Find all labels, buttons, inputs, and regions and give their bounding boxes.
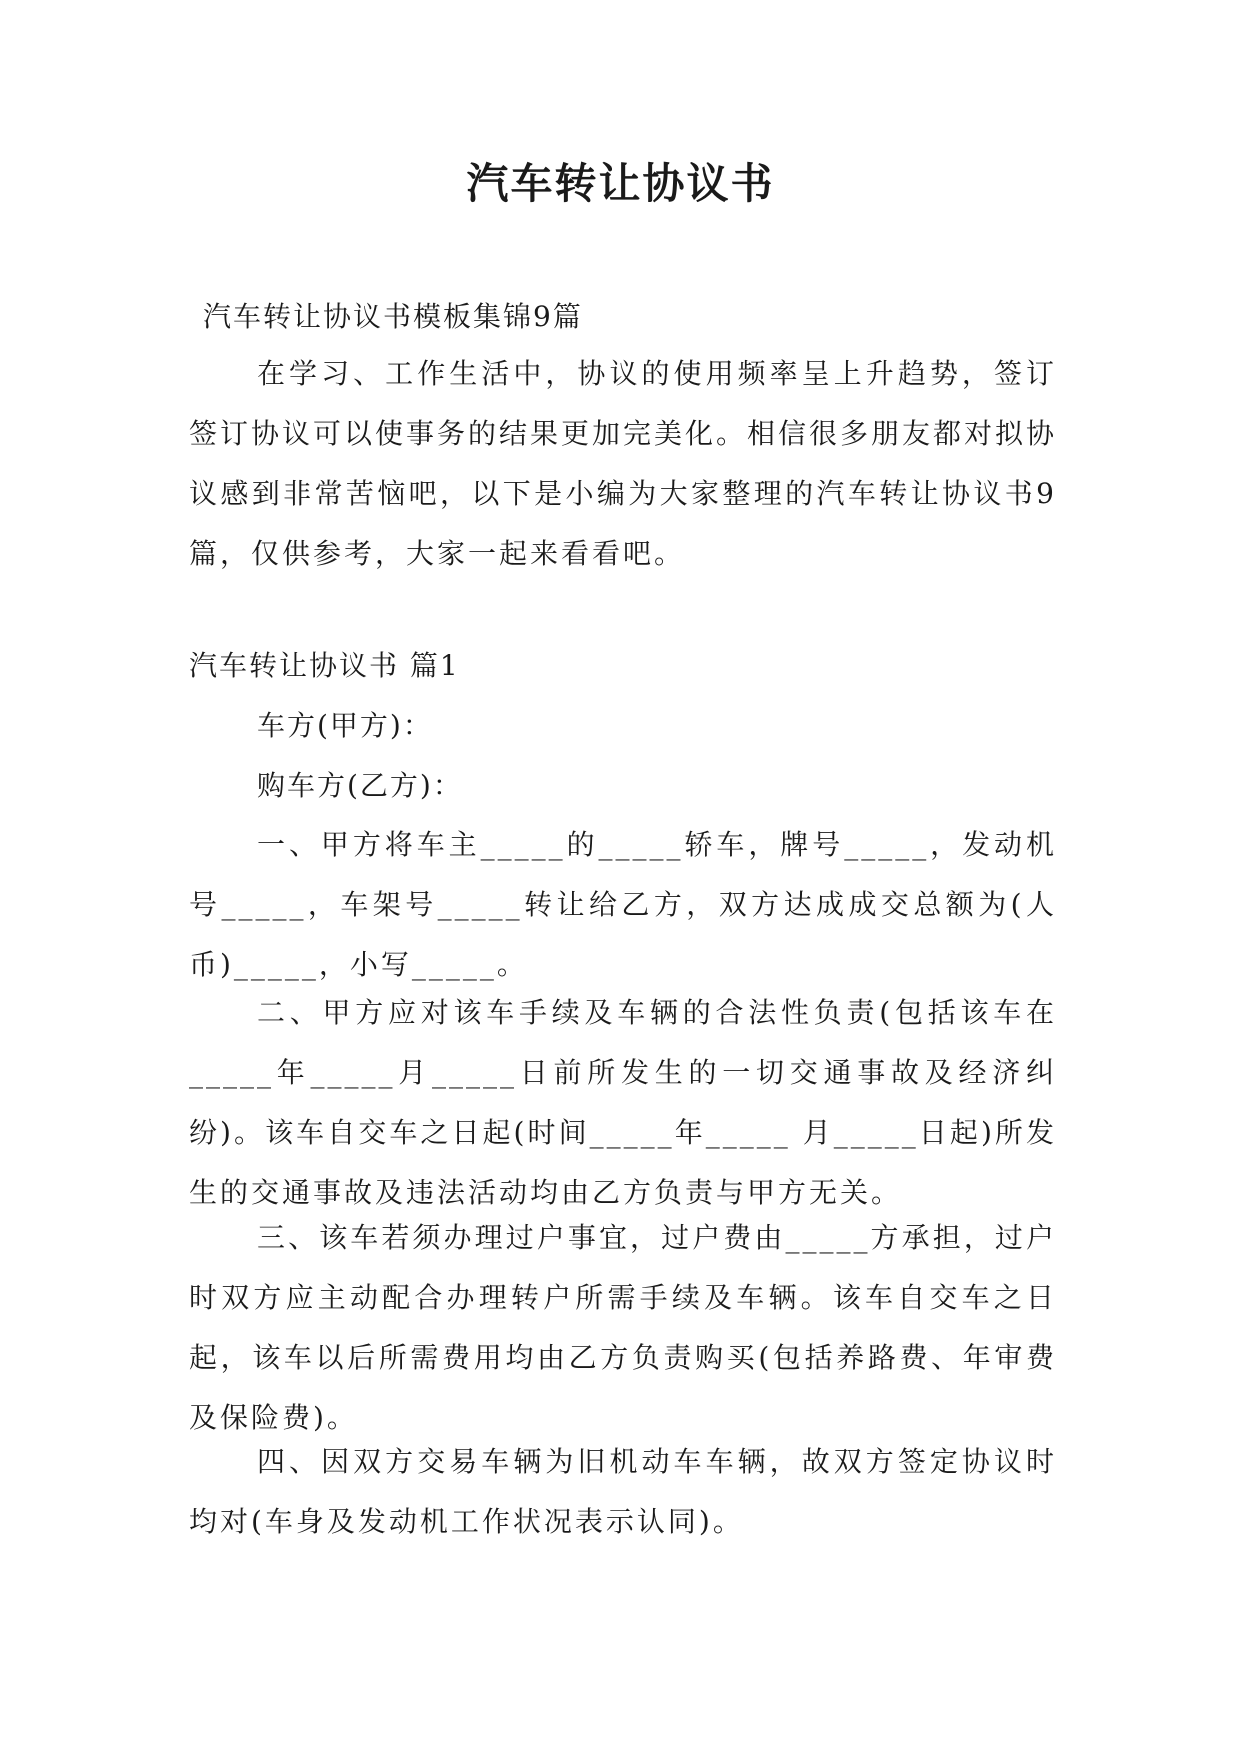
clause-4: 四、因双方交易车辆为旧机动车车辆，故双方签定协议时均对(车身及发动机工作状况表示认同)。 xyxy=(189,1445,1057,1538)
clause-3: 三、该车若须办理过户事宜，过户费由_____方承担，过户时双方应主动配合办理转户所需手续及车辆。该车自交车之日起，该车以后所需费用均由乙方负责购买(包括养路费、年审费及保险费)。 xyxy=(189,1221,1057,1434)
clause-1: 一、甲方将车主_____的_____轿车，牌号_____，发动机号_____，车架号_____转让给乙方，双方达成成交总额为(人币)_____，小写_____。 xyxy=(189,828,1057,981)
party-a-label: 车方(甲方)： xyxy=(257,709,433,742)
document-subtitle: 汽车转让协议书模板集锦9篇 xyxy=(203,300,583,333)
party-b-label: 购车方(乙方)： xyxy=(257,769,463,802)
section-heading: 汽车转让协议书 篇1 xyxy=(189,649,460,682)
document-title: 汽车转让协议书 xyxy=(466,159,775,208)
clause-2: 二、甲方应对该车手续及车辆的合法性负责(包括该车在_____年_____月_____日前所发生的一切交通事故及经济纠纷)。该车自交车之日起(时间_____年_____ 月_____日起)所发生的交通事故及违法活动均由乙方负责与甲方无关。 xyxy=(189,996,1057,1209)
intro-paragraph: 在学习、工作生活中，协议的使用频率呈上升趋势，签订签订协议可以使事务的结果更加完美化。相信很多朋友都对拟协议感到非常苦恼吧，以下是小编为大家整理的汽车转让协议书9篇，仅供参考，大家一起来看看吧。 xyxy=(189,357,1058,570)
